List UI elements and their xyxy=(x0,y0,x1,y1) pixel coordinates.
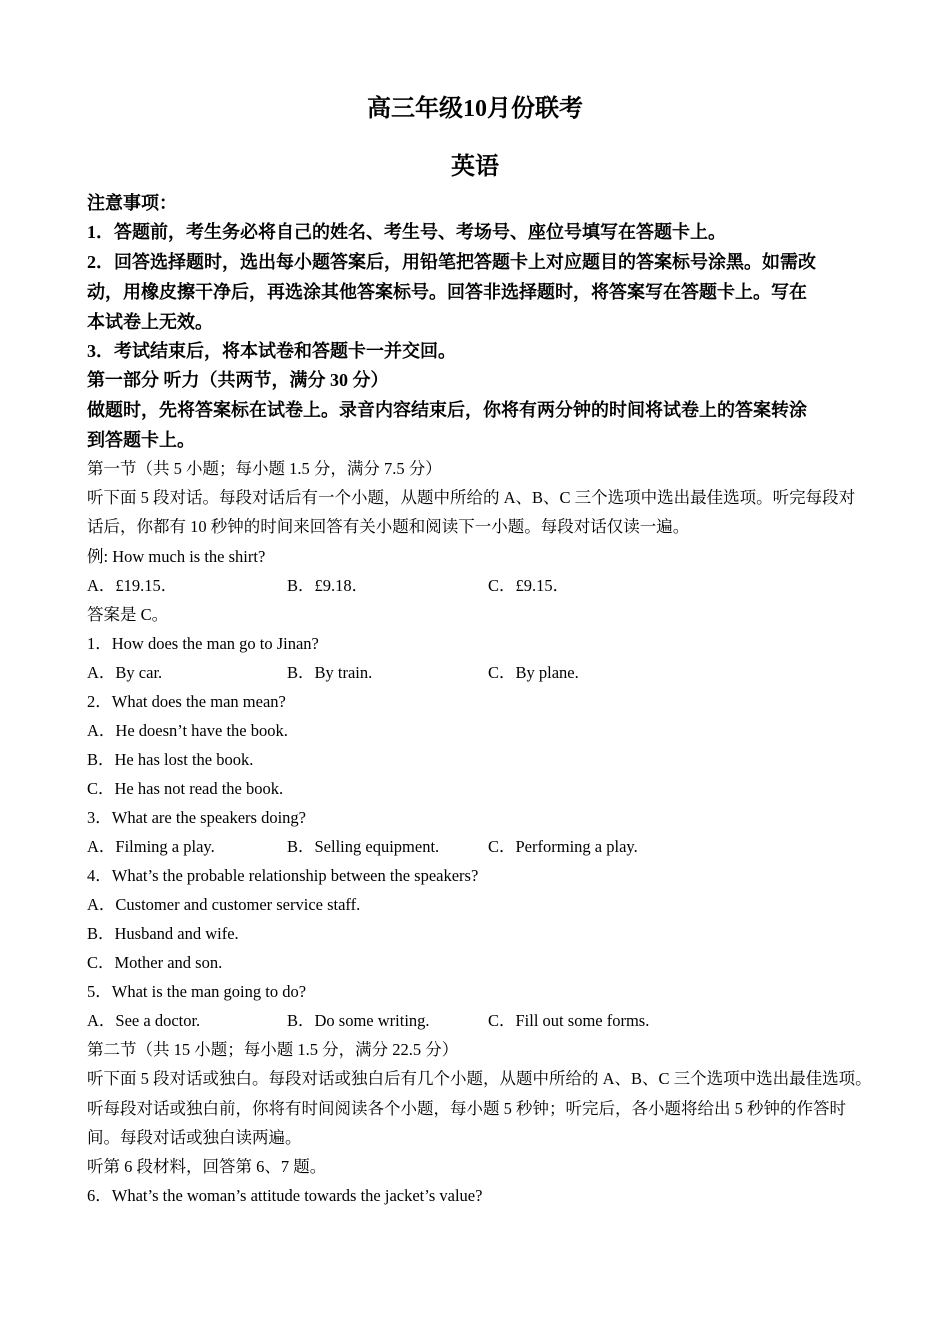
example-answer: 答案是 C。 xyxy=(87,605,169,624)
subject-title: 英语 xyxy=(451,154,499,180)
question-2-option-b: B．He has lost the book. xyxy=(87,750,254,769)
section2-instructions-line-2: 听每段对话或独白前，你将有时间阅读各个小题，每小题 5 秒钟；听完后，各小题将给出 5 秒钟的作答时 xyxy=(87,1099,846,1118)
question-2-option-a: A．He doesn’t have the book. xyxy=(87,721,288,740)
section2-heading: 第二节（共 15 小题；每小题 1.5 分，满分 22.5 分） xyxy=(87,1040,459,1059)
notice-item-2-line-1: 2．回答选择题时，选出每小题答案后，用铅笔把答题卡上对应题目的答案标号涂黑。如需改 xyxy=(87,252,816,272)
question-4-option-b: B．Husband and wife. xyxy=(87,924,239,943)
exam-title: 高三年级10月份联考 xyxy=(367,96,583,122)
question-3-option-c: C．Performing a play. xyxy=(488,837,638,856)
question-2: 2．What does the man mean? xyxy=(87,692,286,711)
question-1-option-c: C．By plane. xyxy=(488,663,579,682)
example-option-b: B．£9.18． xyxy=(287,576,369,595)
section2-instructions-line-1: 听下面 5 段对话或独白。每段对话或独白后有几个小题，从题中所给的 A、B、C 三个选项中选出最佳选项。 xyxy=(87,1069,872,1088)
question-1-option-a: A．By car. xyxy=(87,663,163,682)
question-1-option-b: B．By train. xyxy=(287,663,373,682)
example-option-a: A．£19.15． xyxy=(87,576,178,595)
question-5-option-b: B．Do some writing. xyxy=(287,1011,430,1030)
question-5-option-a: A．See a doctor. xyxy=(87,1011,201,1030)
part1-instructions-line-2: 到答题卡上。 xyxy=(87,430,195,450)
question-4: 4．What’s the probable relationship between the speakers? xyxy=(87,866,479,885)
notice-heading: 注意事项： xyxy=(87,193,177,213)
section1-instructions-line-1: 听下面 5 段对话。每段对话后有一个小题，从题中所给的 A、B、C 三个选项中选出最佳选项。听完每段对 xyxy=(87,488,856,507)
section1-instructions-line-2: 话后，你都有 10 秒钟的时间来回答有关小题和阅读下一小题。每段对话仅读一遍。 xyxy=(87,517,690,536)
section2-instructions-line-3: 间。每段对话或独白读两遍。 xyxy=(87,1128,302,1147)
notice-item-3: 3．考试结束后，将本试卷和答题卡一并交回。 xyxy=(87,341,456,361)
question-4-option-a: A．Customer and customer service staff. xyxy=(87,895,361,914)
question-3-option-b: B．Selling equipment. xyxy=(287,837,440,856)
example-option-c: C．£9.15． xyxy=(488,576,570,595)
section1-heading: 第一节（共 5 小题；每小题 1.5 分，满分 7.5 分） xyxy=(87,459,442,478)
question-5-option-c: C．Fill out some forms. xyxy=(488,1011,650,1030)
question-3: 3．What are the speakers doing? xyxy=(87,808,306,827)
listen-material-6: 听第 6 段材料，回答第 6、7 题。 xyxy=(87,1157,327,1176)
notice-item-2-line-3: 本试卷上无效。 xyxy=(87,312,213,332)
example-question: 例: How much is the shirt? xyxy=(87,547,266,566)
question-2-option-c: C．He has not read the book. xyxy=(87,779,284,798)
part1-instructions-line-1: 做题时，先将答案标在试卷上。录音内容结束后，你将有两分钟的时间将试卷上的答案转涂 xyxy=(87,400,807,420)
question-4-option-c: C．Mother and son. xyxy=(87,953,223,972)
notice-item-2-line-2: 动，用橡皮擦干净后，再选涂其他答案标号。回答非选择题时，将答案写在答题卡上。写在 xyxy=(87,282,807,302)
notice-item-1: 1．答题前，考生务必将自己的姓名、考生号、考场号、座位号填写在答题卡上。 xyxy=(87,222,726,242)
question-5: 5．What is the man going to do? xyxy=(87,982,307,1001)
question-3-option-a: A．Filming a play. xyxy=(87,837,215,856)
question-1: 1．How does the man go to Jinan? xyxy=(87,634,319,653)
question-6: 6．What’s the woman’s attitude towards the jacket’s value? xyxy=(87,1186,483,1205)
part1-heading: 第一部分 听力（共两节，满分 30 分） xyxy=(87,370,389,390)
